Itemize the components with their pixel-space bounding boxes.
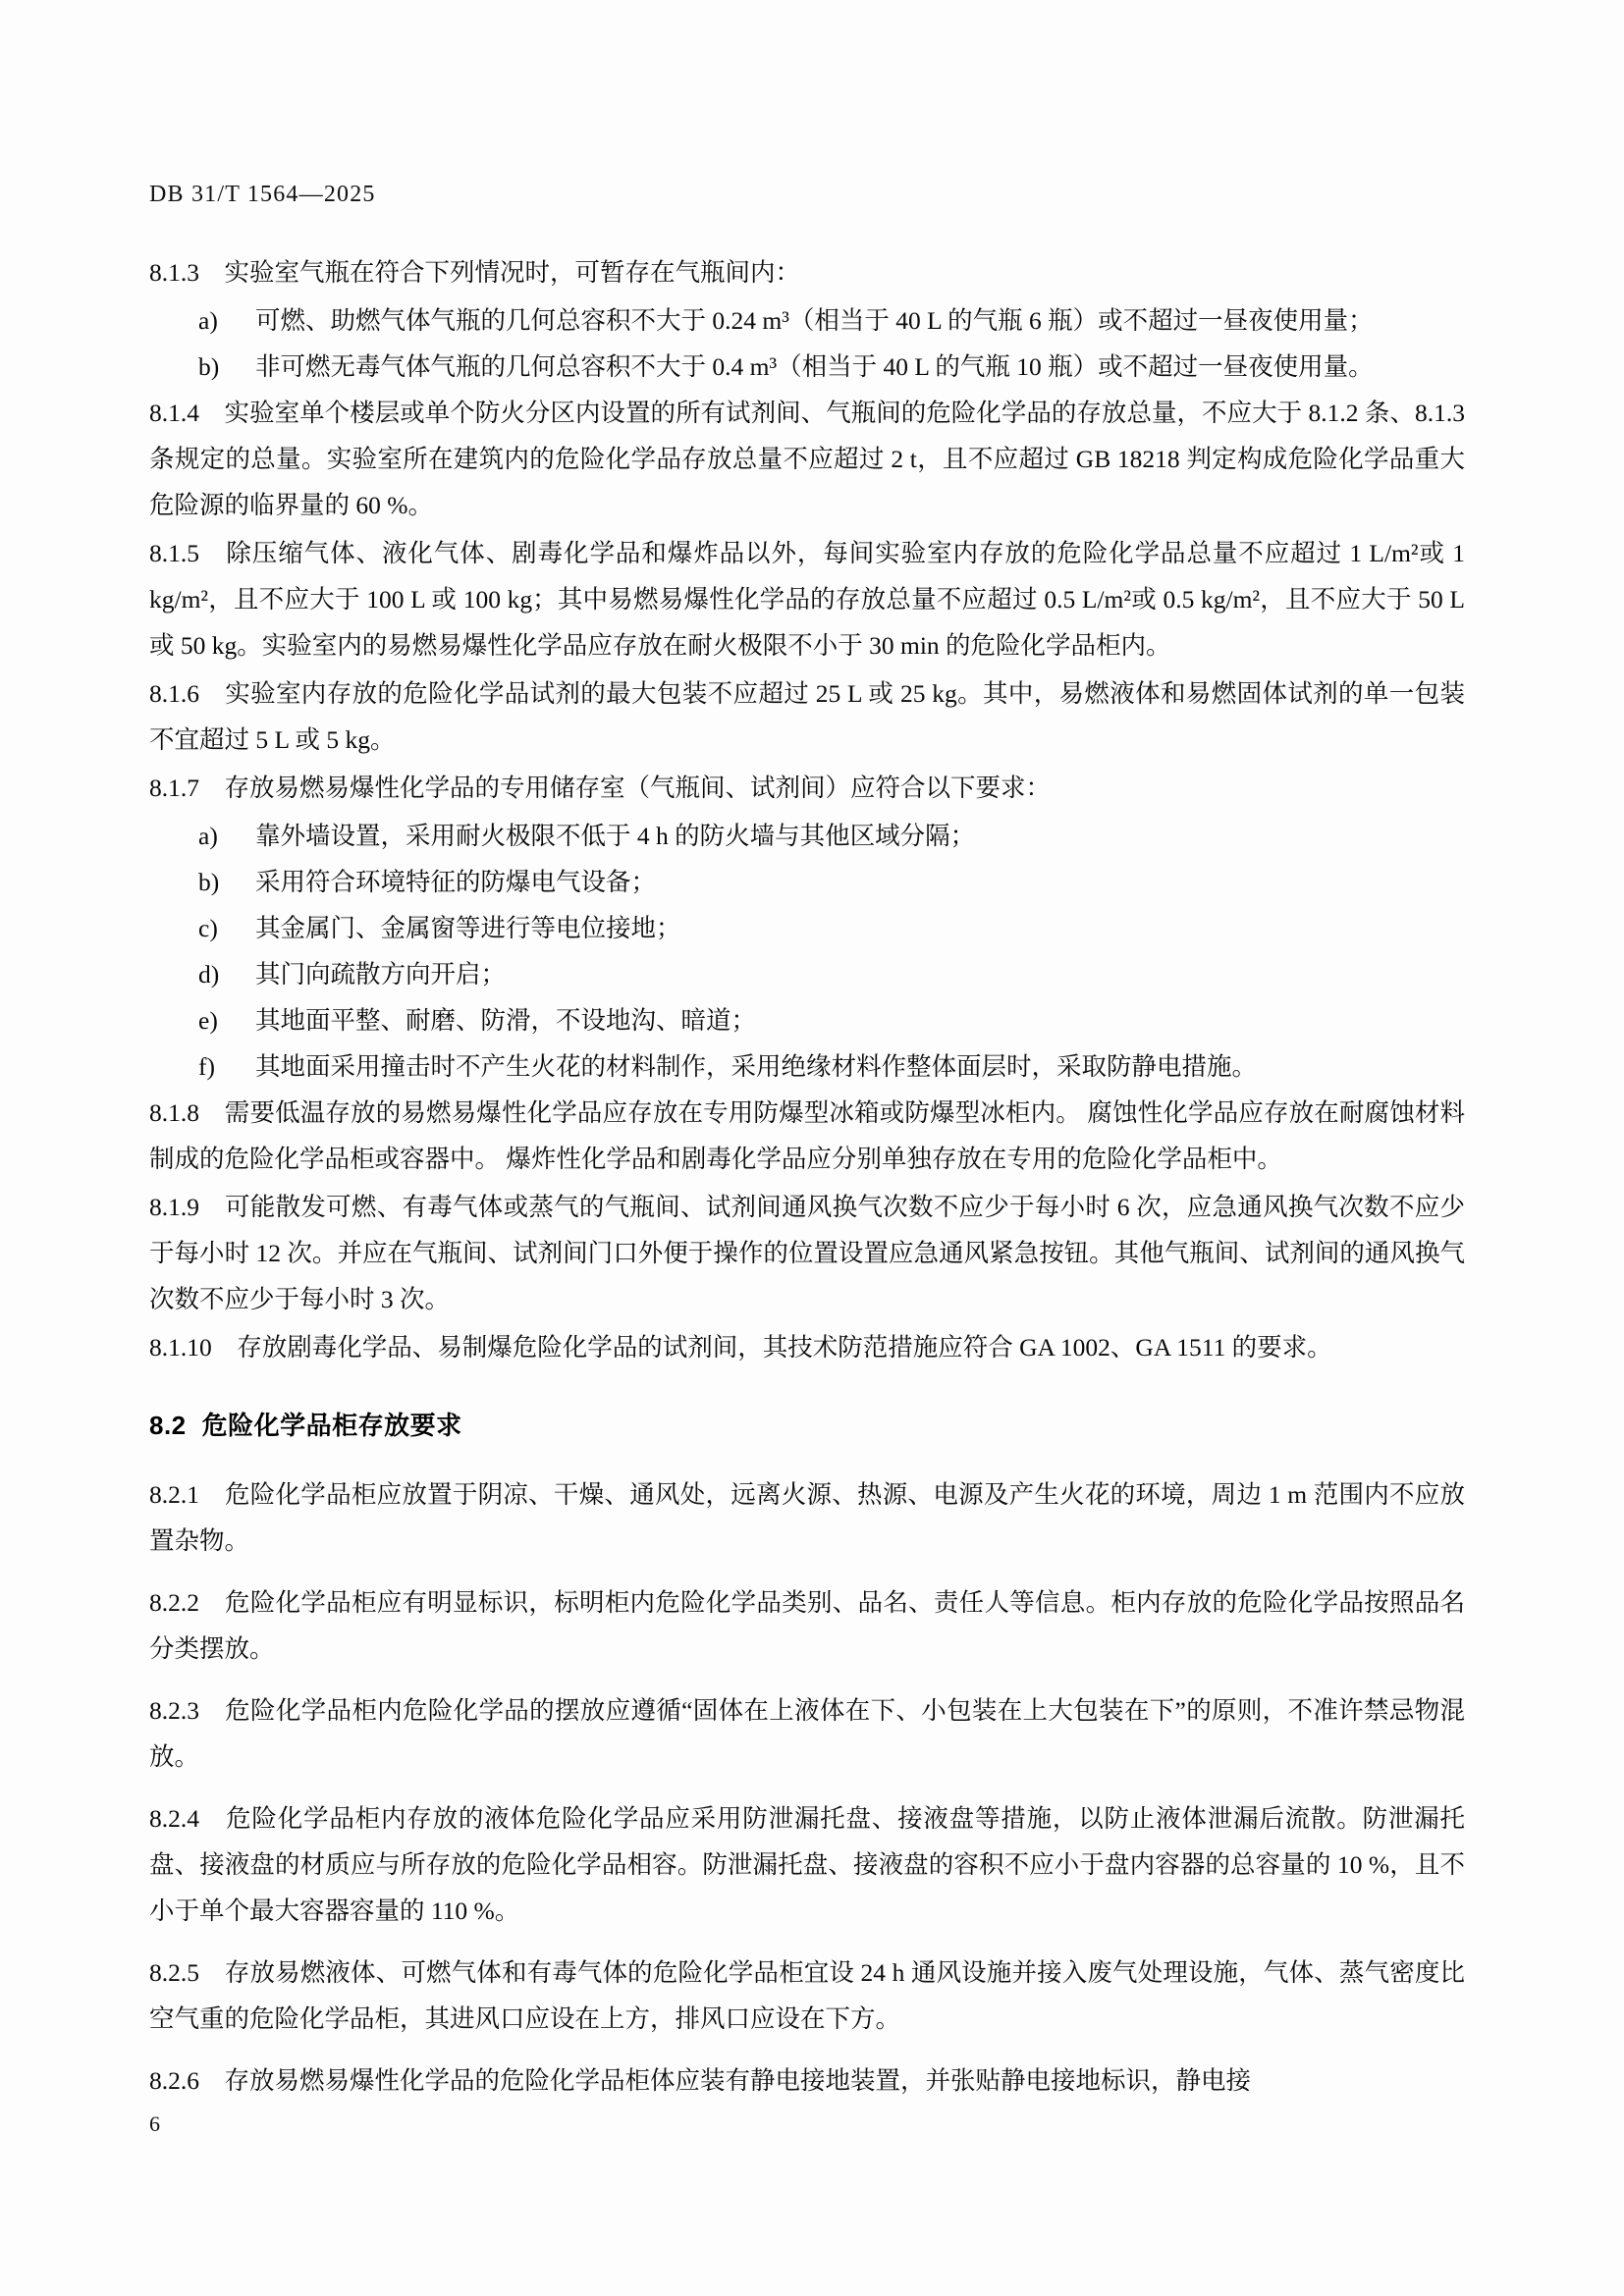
- list-item: [149, 344, 1465, 390]
- clause-8-2-5: 8.2.5 存放易燃液体、可燃气体和有毒气体的危险化学品柜宜设 24 h 通风设施并接入废气处理设施，气体、蒸气密度比空气重的危险化学品柜，其进风口应设在上方，排风口应设在下方。: [149, 1958, 1465, 2033]
- list-marker: a): [198, 822, 218, 850]
- list-marker: f): [198, 1052, 215, 1081]
- page-number: 6: [149, 2111, 160, 2136]
- list-marker: c): [198, 914, 218, 942]
- clause-8-2-2: 8.2.2 危险化学品柜应有明显标识，标明柜内危险化学品类别、品名、责任人等信息。柜内存放的危险化学品按照品名分类摆放。: [149, 1588, 1465, 1663]
- list-item: [149, 297, 1465, 344]
- list-marker: a): [198, 306, 218, 335]
- clause-8-1-8: 8.1.8 需要低温存放的易燃易爆性化学品应存放在专用防爆型冰箱或防爆型冰柜内。 腐蚀性化学品应存放在耐腐蚀材料制成的危险化学品柜或容器中。 爆炸性化学品和剧毒化学品应分别单独存放在专用的危险化学品柜中。: [149, 1098, 1465, 1173]
- clause-8-1-7-list: [149, 813, 1465, 1090]
- clause-8-2-6: 8.2.6 存放易燃易爆性化学品的危险化学品柜体应装有静电接地装置，并张贴静电接地标识，静电接: [149, 2066, 1252, 2095]
- list-item: [149, 905, 1465, 951]
- list-item: [149, 1043, 1465, 1090]
- list-item-text: 其门向疏散方向开启；: [255, 960, 507, 988]
- clause-8-1-10: 8.1.10 存放剧毒化学品、易制爆危险化学品的试剂间，其技术防范措施应符合 GA 1002、GA 1511 的要求。: [149, 1333, 1332, 1362]
- list-item-text: 靠外墙设置，采用耐火极限不低于 4 h 的防火墙与其他区域分隔；: [255, 822, 976, 850]
- clause-8-2-4: 8.2.4 危险化学品柜内存放的液体危险化学品应采用防泄漏托盘、接液盘等措施，以防止液体泄漏后流散。防泄漏托盘、接液盘的材质应与所存放的危险化学品相容。防泄漏托盘、接液盘的容积不应小于盘内容器的总容量的 10 %，且不小于单个最大容器容量的 110 %。: [149, 1804, 1465, 1925]
- standard-code-header: DB 31/T 1564—2025: [149, 182, 376, 207]
- list-item-text: 其金属门、金属窗等进行等电位接地；: [255, 914, 681, 942]
- list-marker: b): [198, 352, 220, 381]
- list-marker: b): [198, 868, 220, 896]
- list-item-text: 其地面平整、耐磨、防滑，不设地沟、暗道；: [255, 1006, 757, 1035]
- clause-8-2-3: 8.2.3 危险化学品柜内危险化学品的摆放应遵循“固体在上液体在下、小包装在上大包装在下”的原则，不准许禁忌物混放。: [149, 1696, 1465, 1771]
- list-item: [149, 813, 1465, 859]
- clause-8-1-7: 8.1.7 存放易燃易爆性化学品的专用储存室（气瓶间、试剂间）应符合以下要求：: [149, 774, 1052, 802]
- list-marker: d): [198, 960, 220, 988]
- section-heading-8-2: [149, 1406, 1465, 1442]
- clause-8-1-3-list: [149, 297, 1465, 390]
- list-item: [149, 997, 1465, 1043]
- list-item-text: 采用符合环境特征的防爆电气设备；: [255, 868, 657, 896]
- list-item-text: 其地面采用撞击时不产生火花的材料制作，采用绝缘材料作整体面层时，采取防静电措施。: [255, 1052, 1258, 1081]
- list-item: [149, 951, 1465, 997]
- clause-8-1-4: 8.1.4 实验室单个楼层或单个防火分区内设置的所有试剂间、气瓶间的危险化学品的存放总量，不应大于 8.1.2 条、8.1.3 条规定的总量。实验室所在建筑内的危险化学品存放总量不应超过 2 t，且不应超过 GB 18218 判定构成危险化学品重大危险源的临界量的 60 %。: [149, 399, 1465, 519]
- clause-8-1-9: 8.1.9 可能散发可燃、有毒气体或蒸气的气瓶间、试剂间通风换气次数不应少于每小时 6 次，应急通风换气次数不应少于每小时 12 次。并应在气瓶间、试剂间门口外便于操作的位置设置应急通风紧急按钮。其他气瓶间、试剂间的通风换气次数不应少于每小时 3 次。: [149, 1193, 1465, 1313]
- section-title: 危险化学品柜存放要求: [201, 1411, 462, 1440]
- clause-8-1-5: 8.1.5 除压缩气体、液化气体、剧毒化学品和爆炸品以外，每间实验室内存放的危险化学品总量不应超过 1 L/m²或 1 kg/m²，且不应大于 100 L 或 100 kg；其中易燃易爆性化学品的存放总量不应超过 0.5 L/m²或 0.5 kg/m²，且不应大于 50 L 或 50 kg。实验室内的易燃易爆性化学品应存放在耐火极限不小于 30 min 的危险化学品柜内。: [149, 539, 1465, 660]
- section-number: 8.2: [149, 1411, 187, 1440]
- list-marker: e): [198, 1006, 218, 1035]
- clause-8-1-6: 8.1.6 实验室内存放的危险化学品试剂的最大包装不应超过 25 L 或 25 kg。其中，易燃液体和易燃固体试剂的单一包装不宜超过 5 L 或 5 kg。: [149, 679, 1465, 754]
- page-content: [149, 182, 1465, 2106]
- clause-8-1-3: 8.1.3 实验室气瓶在符合下列情况时，可暂存在气瓶间内：: [149, 258, 801, 287]
- list-item: [149, 859, 1465, 905]
- clause-8-2-1: 8.2.1 危险化学品柜应放置于阴凉、干燥、通风处，远离火源、热源、电源及产生火花的环境，周边 1 m 范围内不应放置杂物。: [149, 1480, 1465, 1555]
- list-item-text: 非可燃无毒气体气瓶的几何总容积不大于 0.4 m³（相当于 40 L 的气瓶 10 瓶）或不超过一昼夜使用量。: [255, 352, 1374, 381]
- list-item-text: 可燃、助燃气体气瓶的几何总容积不大于 0.24 m³（相当于 40 L 的气瓶 6 瓶）或不超过一昼夜使用量；: [255, 306, 1374, 335]
